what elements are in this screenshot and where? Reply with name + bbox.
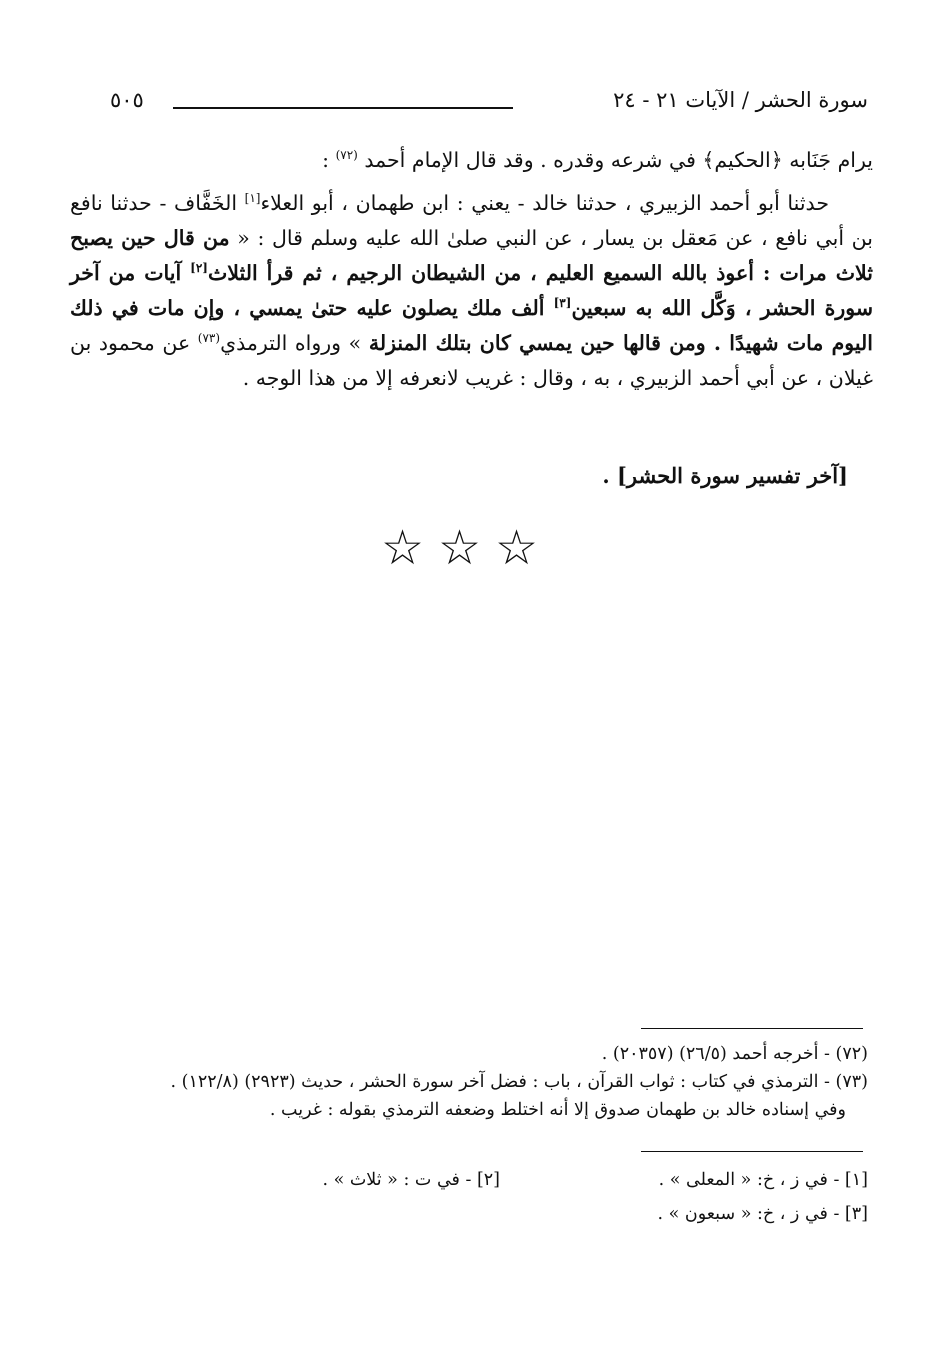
footnote-ref-72[interactable]: (٧٢)	[335, 148, 358, 163]
variant-ref-1[interactable]: [١]	[244, 191, 261, 206]
isnad-text-b: الخَفَّاف - حدثنا نافع بن أبي نافع ، عن مَعقل بن يسار ، عن النبي صلىٰ الله عليه وسلم قال : «	[70, 191, 873, 250]
footnote-73: (٧٣) - الترمذي في كتاب : ثواب القرآن ، باب : فضل آخر سورة الحشر ، حديث (٢٩٢٣) (١٢٢/٨) .	[170, 1072, 868, 1092]
footnotes-numbered	[100, 1040, 868, 1124]
footnote-rule-numbered	[641, 1028, 863, 1029]
variant-row-1	[200, 1163, 868, 1197]
takhrij-text-b: عن محمود بن غيلان ، عن أبي أحمد الزبيري ، به ، وقال : غريب لانعرفه إلا من هذا الوجه .	[70, 331, 873, 390]
footnote-ref-73[interactable]: (٧٣)	[197, 331, 221, 346]
matn-bold-1: من قال حين يصبح ثلاث مرات : أعوذ بالله السميع العليم ، من الشيطان الرجيم ، ثم قرأ الثلاث	[70, 226, 873, 285]
variant-ref-3[interactable]: [٣]	[553, 296, 572, 311]
header-rule	[173, 107, 513, 109]
variant-row-2	[200, 1197, 868, 1231]
running-title: سورة الحشر / الآيات ٢١ - ٢٤	[613, 88, 868, 112]
intro-end: :	[322, 148, 330, 172]
matn-bold-3: ألف ملك يصلون عليه حتىٰ يمسي ، وإن مات في ذلك اليوم مات شهيدًا . ومن قالها حين يمسي كان بتلك المنزلة	[70, 296, 873, 355]
variant-ref-2[interactable]: [٢]	[190, 261, 208, 276]
variant-note-2: [٢] - في ت : « ثلاث » .	[322, 1170, 500, 1190]
main-text	[70, 143, 873, 396]
matn-bold-2: آيات من آخر سورة الحشر ، وَكَّل الله به سبعين	[70, 261, 874, 320]
page-header	[110, 86, 868, 118]
footnote-72: (٧٢) - أخرجه أحمد (٢٦/٥) (٢٠٣٥٧) .	[601, 1044, 868, 1064]
paragraph-hadith	[70, 186, 873, 396]
footnote-rule-variants	[641, 1151, 863, 1152]
paragraph-intro	[70, 143, 873, 178]
isnad-text-a: حدثنا أبو أحمد الزبيري ، حدثنا خالد - يعني : ابن طهمان ، أبو العلاء	[260, 191, 829, 215]
footnotes-variants	[200, 1163, 868, 1231]
page-number: ٥٠٥	[110, 88, 144, 112]
surah-end-note: [آخر تفسير سورة الحشر] .	[602, 463, 848, 488]
variant-note-1: [١] - في ز ، خ: « المعلى » .	[658, 1170, 868, 1190]
footnote-73-continued: وفي إسناده خالد بن طهمان صدوق إلا أنه اختلط وضعفه الترمذي بقوله : غريب .	[269, 1100, 846, 1120]
star-ornament-icon: ☆☆☆	[380, 520, 553, 576]
variant-note-3: [٣] - في ز ، خ: « سبعون » .	[657, 1204, 868, 1224]
takhrij-text-a: » ورواه الترمذي	[220, 331, 369, 355]
intro-text: يرام جَنَابه ﴿الحكيم﴾ في شرعه وقدره . وقد قال الإمام أحمد	[364, 148, 873, 172]
